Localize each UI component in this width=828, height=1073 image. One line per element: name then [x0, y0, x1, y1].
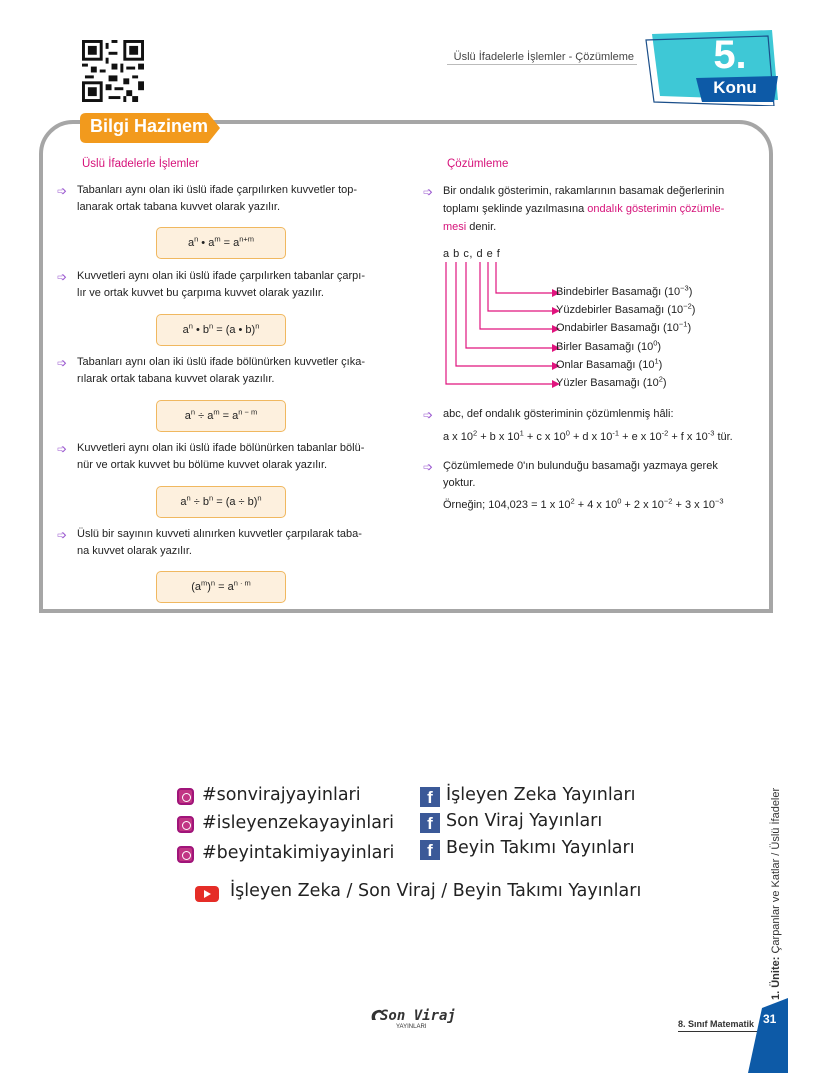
- info-tab-label: Bilgi Hazinem: [90, 116, 209, 136]
- formula-box: $(a^m)^n = a^{n \cdot m}$: [156, 571, 286, 603]
- page-number: 31: [763, 1012, 777, 1026]
- rule-line: Tabanları aynı olan iki üslü ifade bölünürken kuvvetler çıka-: [77, 356, 365, 368]
- rule-item: [57, 354, 397, 388]
- rule-line: rılarak ortak tabana kuvvet olarak yazılır.: [77, 373, 275, 385]
- arrow-right-icon: ➩: [57, 442, 68, 456]
- place-label: Onlar Basamağı $(10^1)$: [556, 356, 663, 371]
- rule-line: lanarak ortak tabana kuvvet olarak yazılır.: [77, 201, 280, 213]
- youtube-channel[interactable]: İşleyen Zeka / Son Viraj / Beyin Takımı Yayınları: [230, 881, 642, 901]
- definition-line: toplamı şeklinde yazılmasına ondalık gösterimin çözümle-: [443, 203, 725, 215]
- konu-label: Konu: [713, 78, 757, 97]
- place-value-diagram: [440, 258, 560, 392]
- place-label: Yüzler Basamağı $(10^2)$: [556, 374, 667, 389]
- rule-line: Kuvvetleri aynı olan iki üslü ifade bölünürken tabanlar bölü-: [77, 442, 365, 454]
- instagram-handle[interactable]: #beyintakimiyayinlari: [202, 843, 395, 863]
- definition-line: Bir ondalık gösterimin, rakamlarının basamak değerlerinin: [443, 185, 725, 197]
- note-item: [423, 458, 763, 492]
- facebook-page[interactable]: İşleyen Zeka Yayınları: [446, 785, 636, 805]
- rule-line: nür ve ortak kuvvet bu bölüme kuvvet olarak yazılır.: [77, 459, 328, 471]
- publisher-logo: Son Viraj: [380, 1008, 456, 1024]
- place-label: Birler Basamağı $(10^0)$: [556, 338, 662, 353]
- formula-box: $a^n \div a^m = a^{n - m}$: [156, 400, 286, 432]
- note-line: Çözümlemede 0'ın bulunduğu basamağı yazmaya gerek: [443, 460, 718, 472]
- instagram-icon: [177, 788, 194, 805]
- instagram-icon: [177, 846, 194, 863]
- formula-box: $a^n \div b^n = (a \div b)^n$: [156, 486, 286, 518]
- page-corner: [748, 998, 788, 1073]
- instagram-handle[interactable]: #sonvirajyayinlari: [202, 785, 361, 805]
- arrow-right-icon: ➩: [423, 185, 434, 199]
- definition-item: [423, 183, 763, 235]
- rule-line: Tabanları aynı olan iki üslü ifade çarpılırken kuvvetler top-: [77, 184, 358, 196]
- note-item: [423, 406, 763, 424]
- digits-label: a b c, d e f: [443, 248, 501, 260]
- instagram-handle[interactable]: #isleyenzekayayinlari: [202, 813, 395, 833]
- rule-line: Üslü bir sayının kuvveti alınırken kuvvetler çarpılarak taba-: [77, 528, 362, 540]
- header-divider: [447, 64, 637, 65]
- qr-code[interactable]: [82, 40, 144, 102]
- class-label: 8. Sınıf Matematik: [678, 1019, 755, 1029]
- page-topic-title: Üslü İfadelerle İşlemler - Çözümleme: [453, 51, 634, 63]
- youtube-icon: [195, 886, 219, 902]
- facebook-page[interactable]: Beyin Takımı Yayınları: [446, 838, 635, 858]
- left-section-title: Üslü İfadelerle İşlemler: [82, 158, 199, 170]
- arrow-right-icon: ➩: [423, 460, 434, 474]
- rule-item: [57, 526, 397, 560]
- konu-number: 5.: [713, 33, 747, 77]
- example-formula: Örneğin; 104,023 = 1 x $10^2 + 4$ x $10^0 + 2$ x $10^{-2} + 3$ x $10^{-3}$: [443, 496, 724, 511]
- rule-item: [57, 268, 397, 302]
- facebook-icon: f: [420, 787, 440, 807]
- place-label: Ondabirler Basamağı $(10^{-1})$: [556, 319, 692, 334]
- rule-item: [57, 440, 397, 474]
- arrow-right-icon: ➩: [57, 270, 68, 284]
- place-label: Bindebirler Basamağı $(10^{-3})$: [556, 283, 693, 298]
- rule-item: [57, 182, 397, 216]
- right-section-title: Çözümleme: [447, 158, 509, 170]
- arrow-right-icon: ➩: [57, 356, 68, 370]
- rule-line: Kuvvetleri aynı olan iki üslü ifade çarpılırken tabanlar çarpı-: [77, 270, 365, 282]
- place-label: Yüzdebirler Basamağı $(10^{-2})$: [556, 301, 696, 316]
- arrow-right-icon: ➩: [57, 184, 68, 198]
- instagram-icon: [177, 816, 194, 833]
- facebook-icon: f: [420, 840, 440, 860]
- rule-line: na kuvvet olarak yazılır.: [77, 545, 192, 557]
- note-line: abc, def ondalık gösteriminin çözümlenmiş hâli:: [443, 408, 674, 420]
- publisher-logo-sub: YAYINLARI: [396, 1024, 427, 1030]
- expanded-formula: a x $10^2 + b$ x $10^1 + c$ x $10^0 + d$ x $10^{-1} + e$ x $10^{-2} + f$ x $10^{-3}$ tür.: [443, 428, 733, 443]
- facebook-page[interactable]: Son Viraj Yayınları: [446, 811, 603, 831]
- arrow-right-icon: ➩: [57, 528, 68, 542]
- note-line: yoktur.: [443, 477, 476, 489]
- formula-box: $a^n$ • $b^n = (a$ • b)$^n$: [156, 314, 286, 346]
- formula-box: $a^n$ • $a^m = a^{n+m}$: [156, 227, 286, 259]
- facebook-icon: f: [420, 813, 440, 833]
- arrow-right-icon: ➩: [423, 408, 434, 422]
- definition-line: mesi denir.: [443, 221, 497, 233]
- rule-line: lır ve ortak kuvvet bu çarpıma kuvvet olarak yazılır.: [77, 287, 324, 299]
- side-unit-label: 1. Ünite: Çarpanlar ve Katlar / Üslü İfadeler: [770, 787, 782, 1000]
